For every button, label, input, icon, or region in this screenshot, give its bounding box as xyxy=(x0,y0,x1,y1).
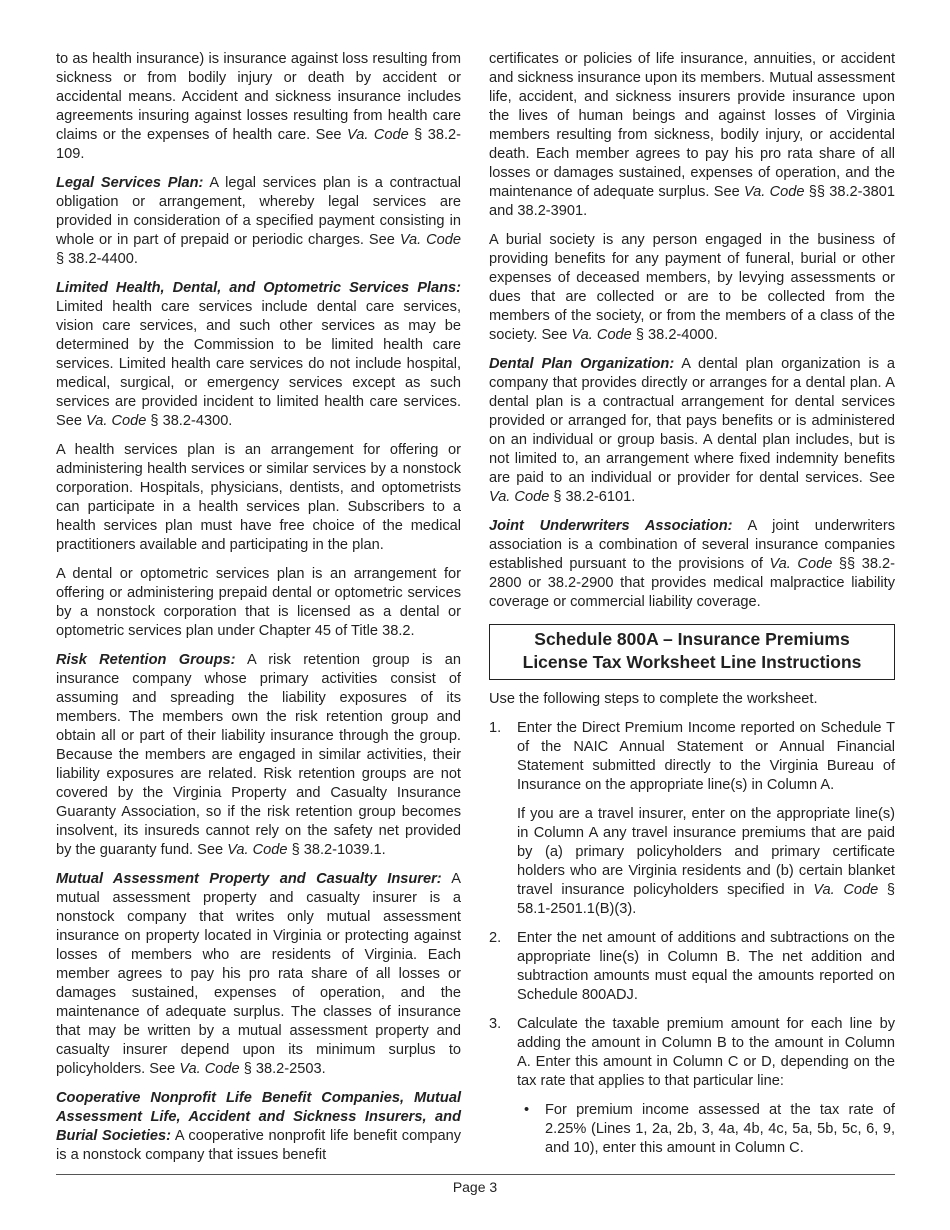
step-bullet-list xyxy=(517,1101,895,1158)
page-number: Page 3 xyxy=(452,1179,498,1195)
step-subparagraph: If you are a travel insurer, enter on the appropriate line(s) in Column A any travel insurance premiums that are paid by (a) primary policyholders and primary certificate holders who are Virginia residents and (b) certain blanket travel insurance policyholders specified in Va. Code § 58.1-2501.1(B)(3). xyxy=(517,806,896,917)
step-item xyxy=(489,1015,895,1158)
dental-plan-organization-paragraph: Dental Plan Organization: A dental plan organization is a company that provides directly or arranges for a dental plan. A dental plan is a contractual arrangement for dental services provided or arranged for, that pays benefits or is administered on an individual or group basis. A dental plan includes, but is not limited to, an arrangement where fixed indemnity benefits are paid to an individual or provider for dental services. See Va. Code § 38.2-6101. xyxy=(489,356,895,505)
schedule-heading-line-2: License Tax Worksheet Line Instructions xyxy=(522,652,862,672)
step-text: Enter the net amount of additions and subtractions on the appropriate line(s) in Column B. The net addition and subtraction amounts must equal the amounts reported on Schedule 800ADJ. xyxy=(517,930,895,1003)
dental-optometric-plan-paragraph: A dental or optometric services plan is an arrangement for offering or administering prepaid dental or optometric services by a nonstock corporation that is licensed as a dental or optometric services plan under Chapter 45 of Title 38.2. xyxy=(56,566,461,639)
step-item xyxy=(489,929,895,1005)
joint-underwriters-paragraph: Joint Underwriters Association: A joint underwriters association is a combination of several insurance companies established pursuant to the provisions of Va. Code §§ 38.2-2800 or 38.2-2900 that provides medical malpractice liability coverage or commercial liability coverage. xyxy=(489,518,896,610)
footer-divider xyxy=(56,1174,895,1175)
dental-plan-organization-term: Dental Plan Organization: xyxy=(489,356,675,372)
bullet-item xyxy=(517,1101,895,1158)
step-number: 1. xyxy=(489,720,502,736)
worksheet-steps-list xyxy=(489,719,895,1158)
step-text: Calculate the taxable premium amount for each line by adding the amount in Column B to the amount in Column A. Enter this amount in Column C or D, depending on the tax rate that applies to that particular line: xyxy=(517,1016,895,1089)
limited-health-plans-paragraph: Limited Health, Dental, and Optometric Services Plans: Limited health care services include dental care services, vision care services, and such other services as may be determined by the Commission to be limited health care services. Limited health care services do not include hospital, medical, surgical, or emergency services except as such services are provided incident to limited health care services. See Va. Code § 38.2-4300. xyxy=(56,280,461,429)
joint-underwriters-term: Joint Underwriters Association: xyxy=(489,518,733,534)
step-number: 2. xyxy=(489,930,502,946)
legal-services-plan-term: Legal Services Plan: xyxy=(56,175,204,191)
health-insurance-continued: to as health insurance) is insurance against loss resulting from sickness or from bodily injury or death by accident or accidental means. Accident and sickness insurance includes agreements insuring against losses resulting from health care claims or the expenses of health care. See Va. Code § 38.2-109. xyxy=(56,51,461,162)
legal-services-plan-paragraph: Legal Services Plan: A legal services plan is a contractual obligation or arrangement, whereby legal services are provided in consideration of a specified payment consisting in whole or in part of prepaid or periodic charges. See Va. Code § 38.2-4400. xyxy=(56,175,461,267)
step-number: 3. xyxy=(489,1016,502,1032)
bullet-marker: • xyxy=(524,1102,530,1118)
risk-retention-groups-paragraph: Risk Retention Groups: A risk retention group is an insurance company whose primary activities consist of assuming and spreading the liability exposures of its members. The members own the risk retention group and obtain all or part of their liability insurance through the group. Because the members are engaged in similar activities, their liability exposures are related. Risk retention groups are not covered by the Virginia Property and Casualty Insurance Guaranty Association, so if the risk retention group becomes insolvent, its insureds cannot rely on the safety net provided by the guaranty fund. See Va. Code § 38.2-1039.1. xyxy=(56,652,461,858)
mutual-assessment-insurer-term: Mutual Assessment Property and Casualty Insurer: xyxy=(56,871,442,887)
schedule-heading-line-1: Schedule 800A – Insurance Premiums xyxy=(534,629,850,649)
health-services-plan-paragraph: A health services plan is an arrangement for offering or administering health services or similar services by a nonstock corporation. Hospitals, physicians, dentists, and optometrists can participate in a health services plan. Subscribers to a health services plan must have free choice of the medical practitioners available and participating in the plan. xyxy=(56,442,461,553)
cooperative-nonprofit-term: Cooperative Nonprofit Life Benefit Companies, Mutual Assessment Life, Accident and Sickness Insurers, and Burial Societies: xyxy=(56,1090,461,1144)
bullet-text: For premium income assessed at the tax rate of 2.25% (Lines 1, 2a, 2b, 3, 4a, 4b, 4c, 5a, 5b, 5c, 6, 9, and 10), enter this amount in Column C. xyxy=(545,1102,895,1156)
cooperative-nonprofit-continued: certificates or policies of life insurance, annuities, or accident and sickness insurance upon its members. Mutual assessment life, accident, and sickness insurers provide insurance upon the lives of human beings and against losses of Virginia members resulting from sickness, bodily injury, or accidental death. Each member agrees to pay his pro rata share of all losses or damages sustained, expenses of operation, and the maintenance of adequate surplus. See Va. Code §§ 38.2-3801 and 38.2-3901. xyxy=(489,51,895,219)
schedule-800a-heading xyxy=(489,624,895,680)
step-item xyxy=(489,719,895,919)
burial-society-paragraph: A burial society is any person engaged in the business of providing benefits for any payment of funeral, burial or other expenses of deceased members, by levying assessments or dues that are collected or are to be collected from the members of the society, or from the members of a class of the society. See Va. Code § 38.2-4000. xyxy=(489,232,895,343)
step-text: Enter the Direct Premium Income reported on Schedule T of the NAIC Annual Statement or Annual Financial Statement submitted directly to the Virginia Bureau of Insurance on the appropriate line(s) in Column A. xyxy=(517,720,895,793)
mutual-assessment-insurer-paragraph: Mutual Assessment Property and Casualty Insurer: A mutual assessment property and casualty insurer is a nonstock company that writes only mutual assessment insurance on property located in Virginia or protecting against losses of members who are residents of Virginia. Each member agrees to pay his pro rata share of all losses or damages sustained, expenses of operation, and the maintenance of adequate surplus. The classes of insurance that may be written by a mutual assessment property and casualty insurer depend upon its minimum surplus to policyholders. See Va. Code § 38.2-2503. xyxy=(56,871,461,1077)
worksheet-intro: Use the following steps to complete the worksheet. xyxy=(489,691,818,707)
risk-retention-groups-term: Risk Retention Groups: xyxy=(56,652,236,668)
right-column xyxy=(489,50,895,1168)
left-column xyxy=(56,50,461,1175)
cooperative-nonprofit-paragraph: Cooperative Nonprofit Life Benefit Companies, Mutual Assessment Life, Accident and Sickness Insurers, and Burial Societies: A cooperative nonprofit life benefit company is a nonstock company that issues benefit xyxy=(56,1090,461,1163)
limited-health-plans-term: Limited Health, Dental, and Optometric Services Plans: xyxy=(56,280,461,296)
